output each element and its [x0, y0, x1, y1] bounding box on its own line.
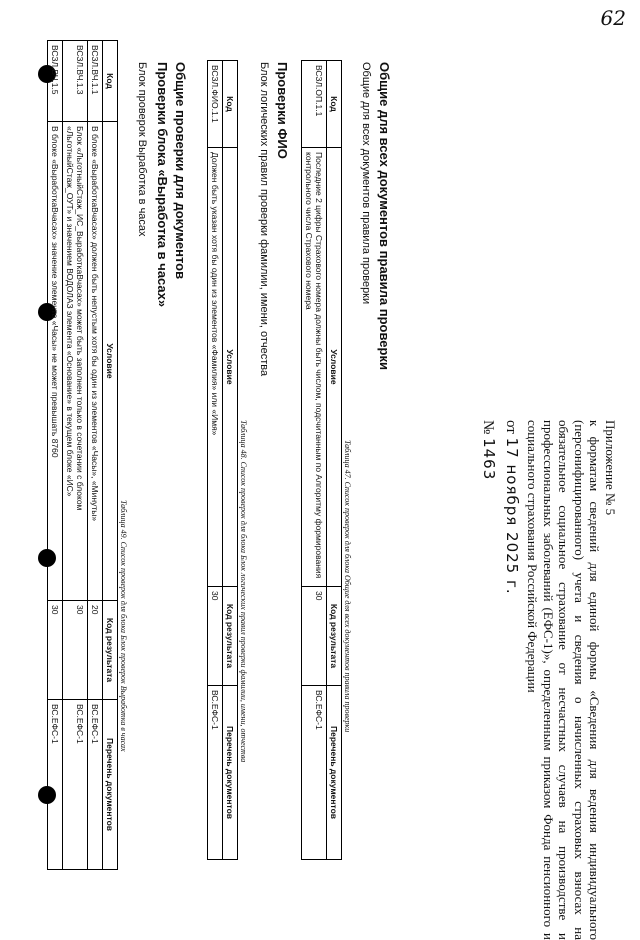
col-header: Перечень документов	[223, 686, 238, 860]
section2-subheading: Блок логических правил проверки фамилии, имени, отчества	[258, 62, 270, 377]
section1-heading: Общие для всех документов правила проверки	[377, 62, 392, 370]
annex-number	[480, 420, 497, 940]
number-value: 1463	[480, 438, 499, 481]
annex-date	[503, 420, 520, 940]
annex-title: Приложение № 5	[603, 420, 618, 516]
col-header: Код	[327, 61, 342, 148]
section1-caption: Таблица 47. Список проверок для блока Общие для всех документов правила проверки	[343, 440, 352, 733]
col-header: Условие	[327, 148, 342, 587]
cell-condition: Должен быть указан хотя бы один из элементов «Фамилия» или «Имя»	[208, 148, 223, 587]
section3-caption: Таблица 49. Список проверок для блока Блок проверок Выработка в часах	[119, 500, 128, 752]
cell-docs: ВС.ЕФС-1	[208, 686, 223, 860]
cell-code: ВСЗЛ.ВЧ.1.1	[88, 41, 103, 122]
section2-caption: Таблица 48. Список проверок для блока Блок логических правил проверки фамилии, имени, отчества	[239, 420, 248, 763]
cell-docs: ВС.ЕФС-1	[302, 686, 327, 860]
date-prefix: от	[503, 420, 519, 434]
section2-heading: Проверки ФИО	[275, 62, 290, 159]
annex-body: к форматам сведений для единой формы «Сведения для ведения индивидуального (персонифицированного) учета и сведения о начисленных страховых взносах на обязательное социальное страхование от несчастных случаев на производстве и профессиональных заболеваний (ЕФС-1)», определенным приказом Фонда пенсионного и социального страхования Российской Федерации	[525, 420, 603, 940]
cell-docs: ВС.ЕФС-1	[63, 700, 88, 870]
cell-condition: В блоке «ВыработкаВчасах» должен быть непустым хотя бы один из элементов «Часы», «Минуты»	[88, 122, 103, 601]
cell-code: ВСЗЛ.ОП.1.1	[302, 61, 327, 148]
col-header: Код результата	[103, 601, 118, 700]
cell-condition: В блоке «ВыработкаВчасах» значение элемента «Часы» не может превышать 8760	[48, 122, 63, 601]
cell-condition: Блок «ЛьготныйСтаж_ИС_ВыработкаВчасах» может быть заполнен только в сочетании с блоком «ЛьготныйСтаж_ОУТ» и значением ВОДОЛАЗ элемента «Основание» в текущем блоке «ИС»	[63, 122, 88, 601]
cell-code: ВСЗЛ.ФИО.1.1	[208, 61, 223, 148]
cell-code: ВСЗЛ.ВЧ.1.5	[48, 41, 63, 122]
page-number: 62	[600, 6, 626, 30]
table-row	[208, 61, 223, 860]
cell-docs: ВС.ЕФС-1	[48, 700, 63, 870]
cell-result: 30	[208, 587, 223, 686]
col-header: Условие	[103, 122, 118, 601]
col-header: Код результата	[223, 587, 238, 686]
number-prefix: №	[480, 420, 497, 435]
table-47	[301, 60, 342, 860]
col-header: Код	[103, 41, 118, 122]
section3-subheading: Блок проверок Выработка в часах	[136, 62, 148, 237]
col-header: Условие	[223, 148, 238, 587]
table-row	[302, 61, 327, 860]
section3-heading: Общие проверки для документов	[173, 62, 188, 280]
section3-heading2: Проверки блока «Выработка в часах»	[155, 62, 170, 308]
table-49	[47, 40, 118, 870]
cell-result: 30	[302, 587, 327, 686]
cell-result: 20	[88, 601, 103, 700]
table-48	[207, 60, 238, 860]
col-header: Перечень документов	[103, 700, 118, 870]
cell-result: 30	[63, 601, 88, 700]
col-header: Код	[223, 61, 238, 148]
table-row	[88, 41, 103, 870]
col-header: Код результата	[327, 587, 342, 686]
date-value: 17 ноября 2025 г.	[503, 437, 521, 595]
table-row	[48, 41, 63, 870]
col-header: Перечень документов	[327, 686, 342, 860]
annex-block	[480, 420, 618, 940]
cell-result: 30	[48, 601, 63, 700]
cell-code: ВСЗЛ.ВЧ.1.3	[63, 41, 88, 122]
cell-docs: ВС.ЕФС-1	[88, 700, 103, 870]
table-row	[63, 41, 88, 870]
section1-subheading: Общие для всех документов правила проверки	[360, 62, 372, 305]
cell-condition: Последние 2 цифры Страхового номера должны быть числом, подсчитанным по Алгоритму формирования контрольного числа Страхового номера	[302, 148, 327, 587]
